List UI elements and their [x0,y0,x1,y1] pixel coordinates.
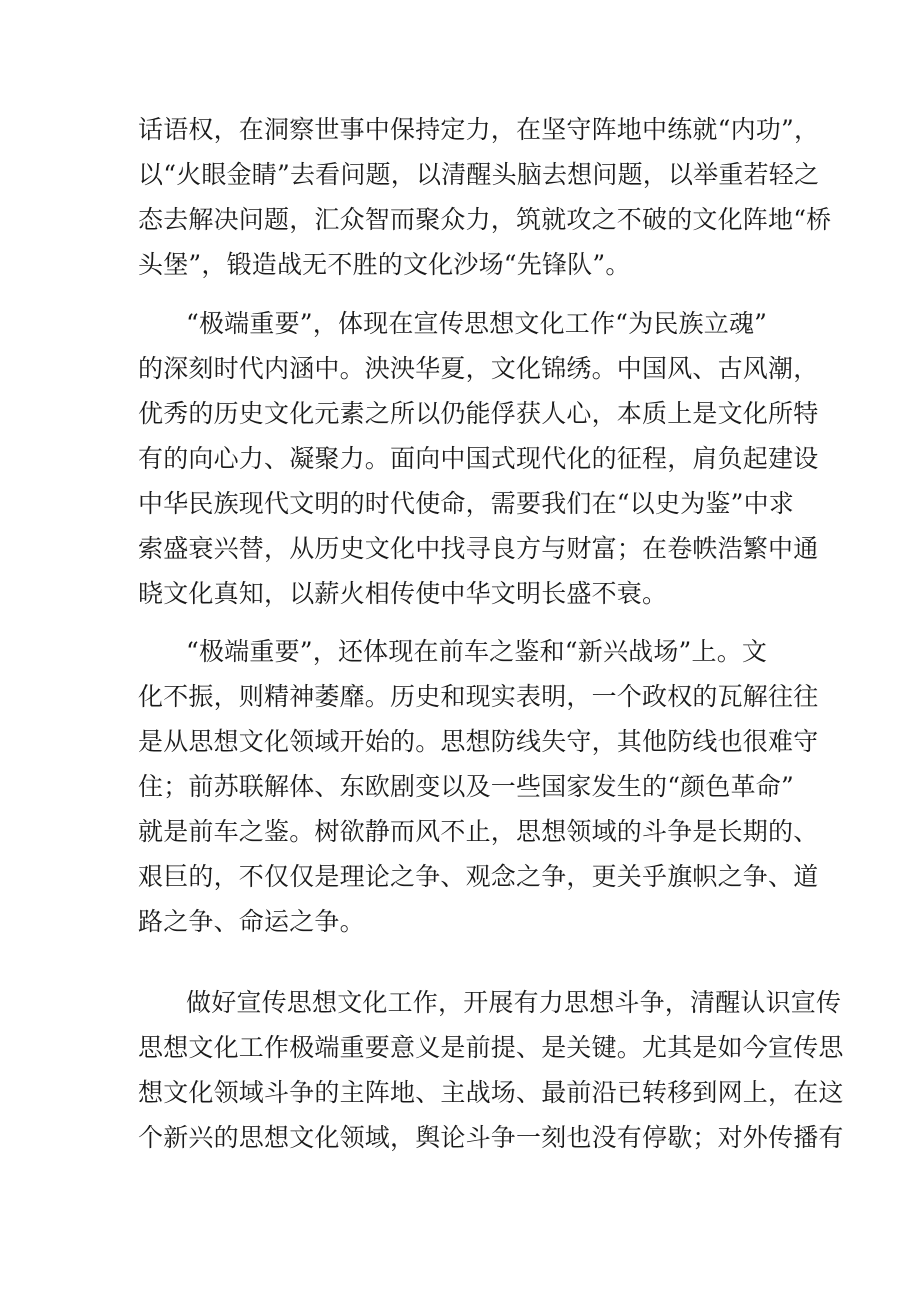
paragraph-1-line-1: 话语权，在洞察世事中保持定力，在坚守阵地中练就“内功”， [138,115,820,144]
paragraph-4-line-1: 做好宣传思想文化工作，开展有力思想斗争，清醒认识宣传 [186,988,842,1017]
paragraph-3-line-1: “极端重要”，还体现在前车之鉴和“新兴战场”上。文 [186,637,768,666]
paragraph-3-line-6: 艰巨的，不仅仅是理论之争、观念之争，更关乎旗帜之争、道 [138,862,819,891]
paragraph-2-line-3: 优秀的历史文化元素之所以仍能俘获人心，本质上是文化所特 [138,399,819,428]
paragraph-4-line-2: 思想文化工作极端重要意义是前提、是关键。尤其是如今宣传思 [138,1033,844,1062]
paragraph-3-line-2: 化不振，则精神萎靡。历史和现实表明，一个政权的瓦解往往 [138,682,819,711]
paragraph-2-line-6: 索盛衰兴替，从历史文化中找寻良方与财富；在卷帙浩繁中通 [138,534,819,563]
paragraph-3-line-5: 就是前车之鉴。树欲静而风不止，思想领域的斗争是长期的、 [138,817,819,846]
paragraph-1-line-3: 态去解决问题，汇众智而聚众力，筑就攻之不破的文化阵地“桥 [138,205,832,234]
paragraph-4-line-3: 想文化领域斗争的主阵地、主战场、最前沿已转移到网上，在这 [138,1078,844,1107]
paragraph-1-line-2: 以“火眼金睛”去看问题，以清醒头脑去想问题，以举重若轻之 [138,160,820,189]
paragraph-4-line-4: 个新兴的思想文化领域，舆论斗争一刻也没有停歇；对外传播有 [138,1123,844,1152]
paragraph-3-line-3: 是从思想文化领域开始的。思想防线失守，其他防线也很难守 [138,727,819,756]
paragraph-2-line-2: 的深刻时代内涵中。泱泱华夏，文化锦绣。中国风、古风潮， [138,354,819,383]
paragraph-2-line-7: 晓文化真知，以薪火相传使中华文明长盛不衰。 [138,579,668,608]
paragraph-3-line-7: 路之争、命运之争。 [138,907,365,936]
paragraph-1-line-4: 头堡”，锻造战无不胜的文化沙场“先锋队”。 [138,250,631,279]
paragraph-2-line-4: 有的向心力、凝聚力。面向中国式现代化的征程，肩负起建设 [138,444,819,473]
paragraph-3-line-4: 住；前苏联解体、东欧剧变以及一些国家发生的“颜色革命” [138,772,794,801]
paragraph-2-line-1: “极端重要”，体现在宣传思想文化工作“为民族立魂” [186,309,768,338]
paragraph-2-line-5: 中华民族现代文明的时代使命，需要我们在“以史为鉴”中求 [138,489,794,518]
